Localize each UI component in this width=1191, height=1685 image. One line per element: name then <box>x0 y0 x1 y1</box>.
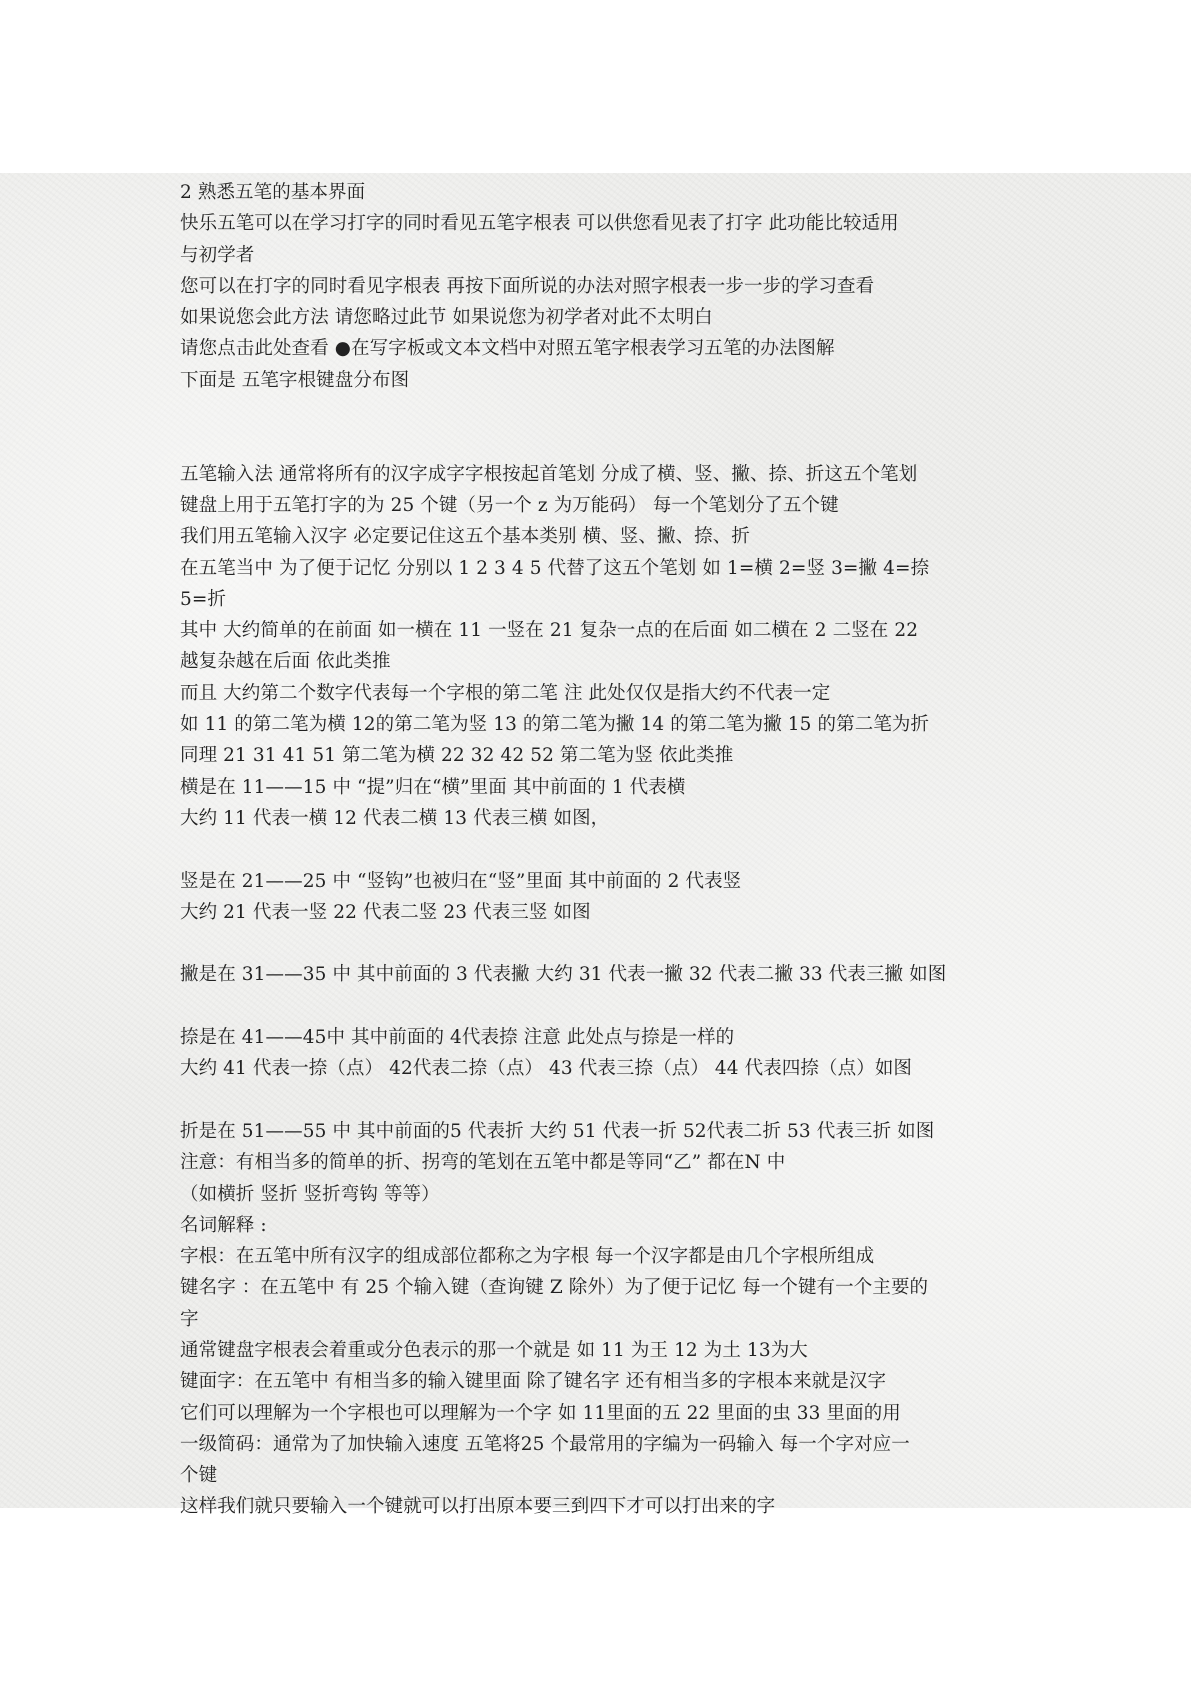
text-line: 注意：有相当多的简单的折、拐弯的笔划在五笔中都是等同“乙” 都在N 中 <box>180 1152 786 1174</box>
text-line: 竖是在 21——25 中 “竖钩”也被归在“竖”里面 其中前面的 2 代表竖 <box>180 870 742 892</box>
blank-line <box>180 396 1012 427</box>
text-line: 与初学者 <box>180 244 255 266</box>
blank-line <box>180 1085 1012 1116</box>
text-line: 横是在 11——15 中 “提”归在“横”里面 其中前面的 1 代表横 <box>180 776 686 798</box>
text-line: 它们可以理解为一个字根也可以理解为一个字 如 11里面的五 22 里面的虫 33 里面的用 <box>180 1402 901 1424</box>
text-line: 大约 21 代表一竖 22 代表二竖 23 代表三竖 如图 <box>180 901 591 923</box>
text-line: 5=折 <box>180 588 227 610</box>
text-line: 字 <box>180 1308 199 1330</box>
text-line: 字根：在五笔中所有汉字的组成部位都称之为字根 每一个汉字都是由几个字根所组成 <box>180 1246 875 1268</box>
text-line: 键盘上用于五笔打字的为 25 个键（另一个 z 为万能码） 每一个笔划分了五个键 <box>180 494 839 516</box>
text-line: 这样我们就只要输入一个键就可以打出原本要三到四下才可以打出来的字 <box>180 1496 776 1518</box>
text-line: 通常键盘字根表会着重或分色表示的那一个就是 如 11 为王 12 为土 13为大 <box>180 1339 808 1361</box>
text-line: 我们用五笔输入汉字 必定要记住这五个基本类别 横、竖、撇、捺、折 <box>180 526 750 548</box>
text-line: 大约 41 代表一捺（点） 42代表二捺（点） 43 代表三捺（点） 44 代表四捺（点）如图 <box>180 1058 913 1080</box>
text-line: 键面字：在五笔中 有相当多的输入键里面 除了键名字 还有相当多的字根本来就是汉字 <box>180 1371 887 1393</box>
text-line: 捺是在 41——45中 其中前面的 4代表捺 注意 此处点与捺是一样的 <box>180 1027 735 1049</box>
document-body <box>180 177 1012 1523</box>
text-line: 请您点击此处查看 ●在写字板或文本文档中对照五笔字根表学习五笔的办法图解 <box>180 338 835 360</box>
text-line: 快乐五笔可以在学习打字的同时看见五笔字根表 可以供您看见表了打字 此功能比较适用 <box>180 213 899 235</box>
text-line: 五笔输入法 通常将所有的汉字成字字根按起首笔划 分成了横、竖、撇、捺、折这五个笔划 <box>180 463 918 485</box>
text-line: 下面是 五笔字根键盘分布图 <box>180 369 410 391</box>
text-line: 越复杂越在后面 依此类推 <box>180 651 391 673</box>
text-line: 大约 11 代表一横 12 代表二横 13 代表三横 如图， <box>180 807 610 829</box>
blank-line <box>180 928 1012 959</box>
text-line: 个键 <box>180 1465 218 1487</box>
text-line: 一级简码：通常为了加快输入速度 五笔将25 个最常用的字编为一码输入 每一个字对应一 <box>180 1433 910 1455</box>
text-line: 在五笔当中 为了便于记忆 分别以 1 2 3 4 5 代替了这五个笔划 如 1=横 2=竖 3=撇 4=捺 <box>180 557 930 579</box>
blank-line <box>180 427 1012 458</box>
text-line: 同理 21 31 41 51 第二笔为横 22 32 42 52 第二笔为竖 依此类推 <box>180 745 734 767</box>
text-line: 如 11 的第二笔为横 12的第二笔为竖 13 的第二笔为撇 14 的第二笔为撇 15 的第二笔为折 <box>180 714 930 736</box>
text-line: 其中 大约简单的在前面 如一横在 11 一竖在 21 复杂一点的在后面 如二横在 2 二竖在 22 <box>180 620 919 642</box>
blank-line <box>180 834 1012 865</box>
section-heading: 2 熟悉五笔的基本界面 <box>180 182 366 203</box>
text-line: 如果说您会此方法 请您略过此节 如果说您为初学者对此不太明白 <box>180 307 713 329</box>
text-line: 而且 大约第二个数字代表每一个字根的第二笔 注 此处仅仅是指大约不代表一定 <box>180 682 831 704</box>
text-line: 您可以在打字的同时看见字根表 再按下面所说的办法对照字根表一步一步的学习查看 <box>180 275 875 297</box>
text-line: 折是在 51——55 中 其中前面的5 代表折 大约 51 代表一折 52代表二折 53 代表三折 如图 <box>180 1120 935 1142</box>
text-line: 撇是在 31——35 中 其中前面的 3 代表撇 大约 31 代表一撇 32 代表二撇 33 代表三撇 如图 <box>180 964 947 986</box>
text-line: 键名字 ：在五笔中 有 25 个输入键（查询键 Z 除外）为了便于记忆 每一个键有一个主要的 <box>180 1277 929 1299</box>
text-line: 名词解释 : <box>180 1214 267 1236</box>
text-line: （如横折 竖折 竖折弯钩 等等） <box>180 1183 440 1205</box>
blank-line <box>180 991 1012 1022</box>
